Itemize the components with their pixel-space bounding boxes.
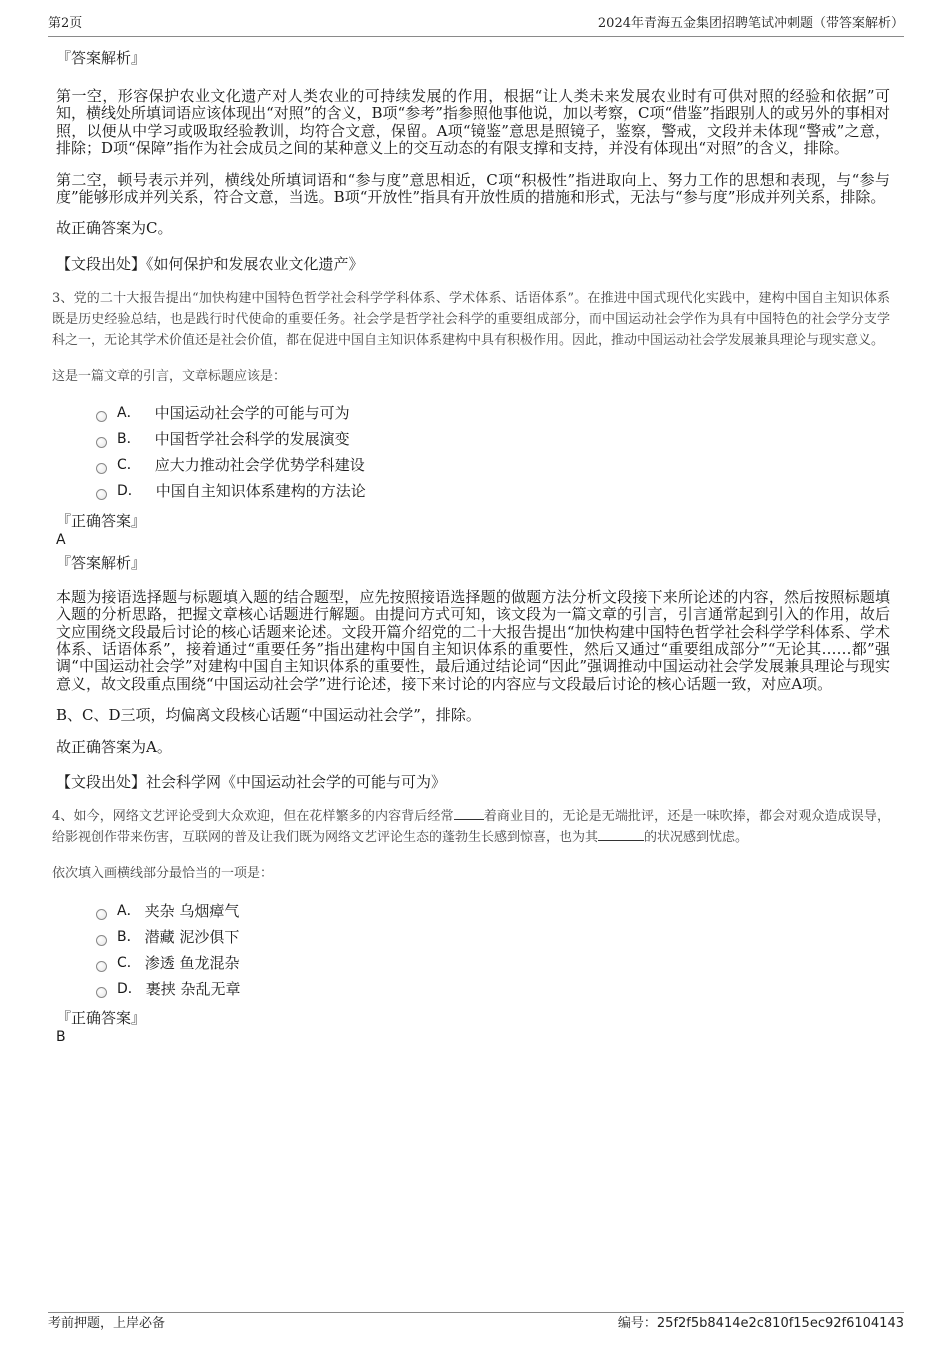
q3-analysis-label: 『答案解析』: [56, 553, 147, 572]
q4-option-b[interactable]: B． 潜藏 泥沙俱下: [96, 924, 890, 950]
blank-1: [454, 807, 484, 820]
radio-icon[interactable]: [96, 437, 107, 448]
q3-analysis-paragraph-2: B、C、D三项，均偏离文段核心话题“中国运动社会学”，排除。: [56, 706, 481, 725]
q4-question-text: 4、如今，网络文艺评论受到大众欢迎，但在花样繁多的内容背后经常 着商业目的，无论是无端批评，还是一味吹捧，都会对观众造成误导，给影视创作带来伤害，互联网的普及让我们既为网络文艺评论生态的蓬勃生长感到惊喜，也为其 的状况感到忧虑。: [52, 809, 890, 846]
q4-correct-label: 『正确答案』: [56, 1009, 147, 1028]
radio-icon[interactable]: [96, 987, 107, 998]
q3-source: 【文段出处】社会科学网《中国运动社会学的可能与可为》: [56, 773, 447, 792]
document-id: 编号：25f2f5b8414e2c810f15ec92f6104143: [617, 1316, 904, 1331]
q3-correct-answer: A: [56, 531, 66, 548]
page-header: [48, 14, 904, 37]
q3-analysis-conclusion: 故正确答案为A。: [56, 737, 172, 756]
q4-option-d[interactable]: D． 裹挟 杂乱无章: [96, 976, 890, 1002]
q3-option-c[interactable]: C． 应大力推动社会学优势学科建设: [96, 453, 890, 479]
q3-option-b[interactable]: B． 中国哲学社会科学的发展演变: [96, 427, 890, 453]
q3-correct-label: 『正确答案』: [56, 511, 147, 530]
footer-slogan: 考前押题，上岸必备: [48, 1316, 166, 1331]
q4-options: [96, 898, 890, 1002]
radio-icon[interactable]: [96, 961, 107, 972]
document-title: 2024年青海五金集团招聘笔试冲刺题（带答案解析）: [597, 16, 904, 31]
q3-prompt: 这是一篇文章的引言，文章标题应该是：: [52, 368, 287, 384]
page-number: 第2页: [48, 16, 83, 31]
radio-icon[interactable]: [96, 489, 107, 500]
q2-source: 【文段出处】《如何保护和发展农业文化遗产》: [56, 254, 364, 273]
q2-analysis-conclusion: 故正确答案为C。: [56, 219, 173, 238]
q3-option-a[interactable]: A． 中国运动社会学的可能与可为: [96, 401, 890, 427]
q3-options: [96, 401, 890, 505]
radio-icon[interactable]: [96, 463, 107, 474]
blank-2: [598, 828, 644, 841]
page-footer: [48, 1312, 904, 1333]
q2-analysis-paragraph-2: 第二空，顿号表示并列，横线处所填词语和“参与度”意思相近，C项“积极性”指进取向上、努力工作的思想和表现，与“参与度”能够形成并列关系，符合文意，当选。B项“开放性”指具有开放性质的措施和形式，无法与“参与度”形成并列关系，排除。: [56, 170, 890, 207]
radio-icon[interactable]: [96, 935, 107, 946]
radio-icon[interactable]: [96, 909, 107, 920]
q3-analysis-paragraph-1: 本题为接语选择题与标题填入题的结合题型，应先按照接语选择题的做题方法分析文段接下来所论述的内容，然后按照标题填入题的分析思路，把握文章核心话题进行解题。由提问方式可知，该文段为一篇文章的引言，引言通常起到引入的作用，故后文应围绕文段最后讨论的核心话题来论述。文段开篇介绍党的二十大报告提出“加快构建中国特色哲学社会科学学科体系、学术体系、话语体系”，接着通过“重要任务”指出建构中国自主知识体系的重要性，然后又通过“重要组成部分”“无论其……都”强调“中国运动社会学”对建构中国自主知识体系的重要性，最后通过结论词“因此”强调推动中国运动社会学发展兼具理论与现实意义，故文段重点围绕“中国运动社会学”进行论述，接下来讨论的内容应与文段最后讨论的核心话题一致，对应A项。: [56, 587, 890, 693]
q2-analysis-paragraph-1: 第一空，形容保护农业文化遗产对人类农业的可持续发展的作用，根据“让人类未来发展农业时有可供对照的经验和依据”可知，横线处所填词语应该体现出“对照”的含义，B项“参考”指参照他事他说，加以考察，C项“借鉴”指跟别人的或另外的事相对照，以便从中学习或吸取经验教训，均符合文意，保留。A项“镜鉴”意思是照镜子，鉴察，警戒，文段并未体现“警戒”之意，排除；D项“保障”指作为社会成员之间的某种意义上的交互动态的有限支撑和支持，并没有体现出“对照”的含义，排除。: [56, 87, 890, 158]
q4-correct-answer: B: [56, 1029, 66, 1046]
q4-option-c[interactable]: C． 渗透 鱼龙混杂: [96, 950, 890, 976]
q4-option-a[interactable]: A． 夹杂 乌烟瘴气: [96, 898, 890, 924]
page-content: [52, 44, 890, 1046]
radio-icon[interactable]: [96, 411, 107, 422]
q3-question-text: 3、党的二十大报告提出“加快构建中国特色哲学社会科学学科体系、学术体系、话语体系”。在推进中国式现代化实践中，建构中国自主知识体系既是历史经验总结，也是践行时代使命的重要任务。社会学是哲学社会科学的重要组成部分，而中国运动社会学作为具有中国特色的社会学分支学科之一，无论其学术价值还是社会价值，都在促进中国自主知识体系建构中具有积极作用。因此，推动中国运动社会学发展兼具理论与现实意义。: [52, 290, 890, 348]
q3-option-d[interactable]: D． 中国自主知识体系建构的方法论: [96, 479, 890, 505]
q4-prompt: 依次填入画横线部分最恰当的一项是：: [52, 866, 274, 882]
q2-analysis-label: 『答案解析』: [56, 49, 147, 67]
